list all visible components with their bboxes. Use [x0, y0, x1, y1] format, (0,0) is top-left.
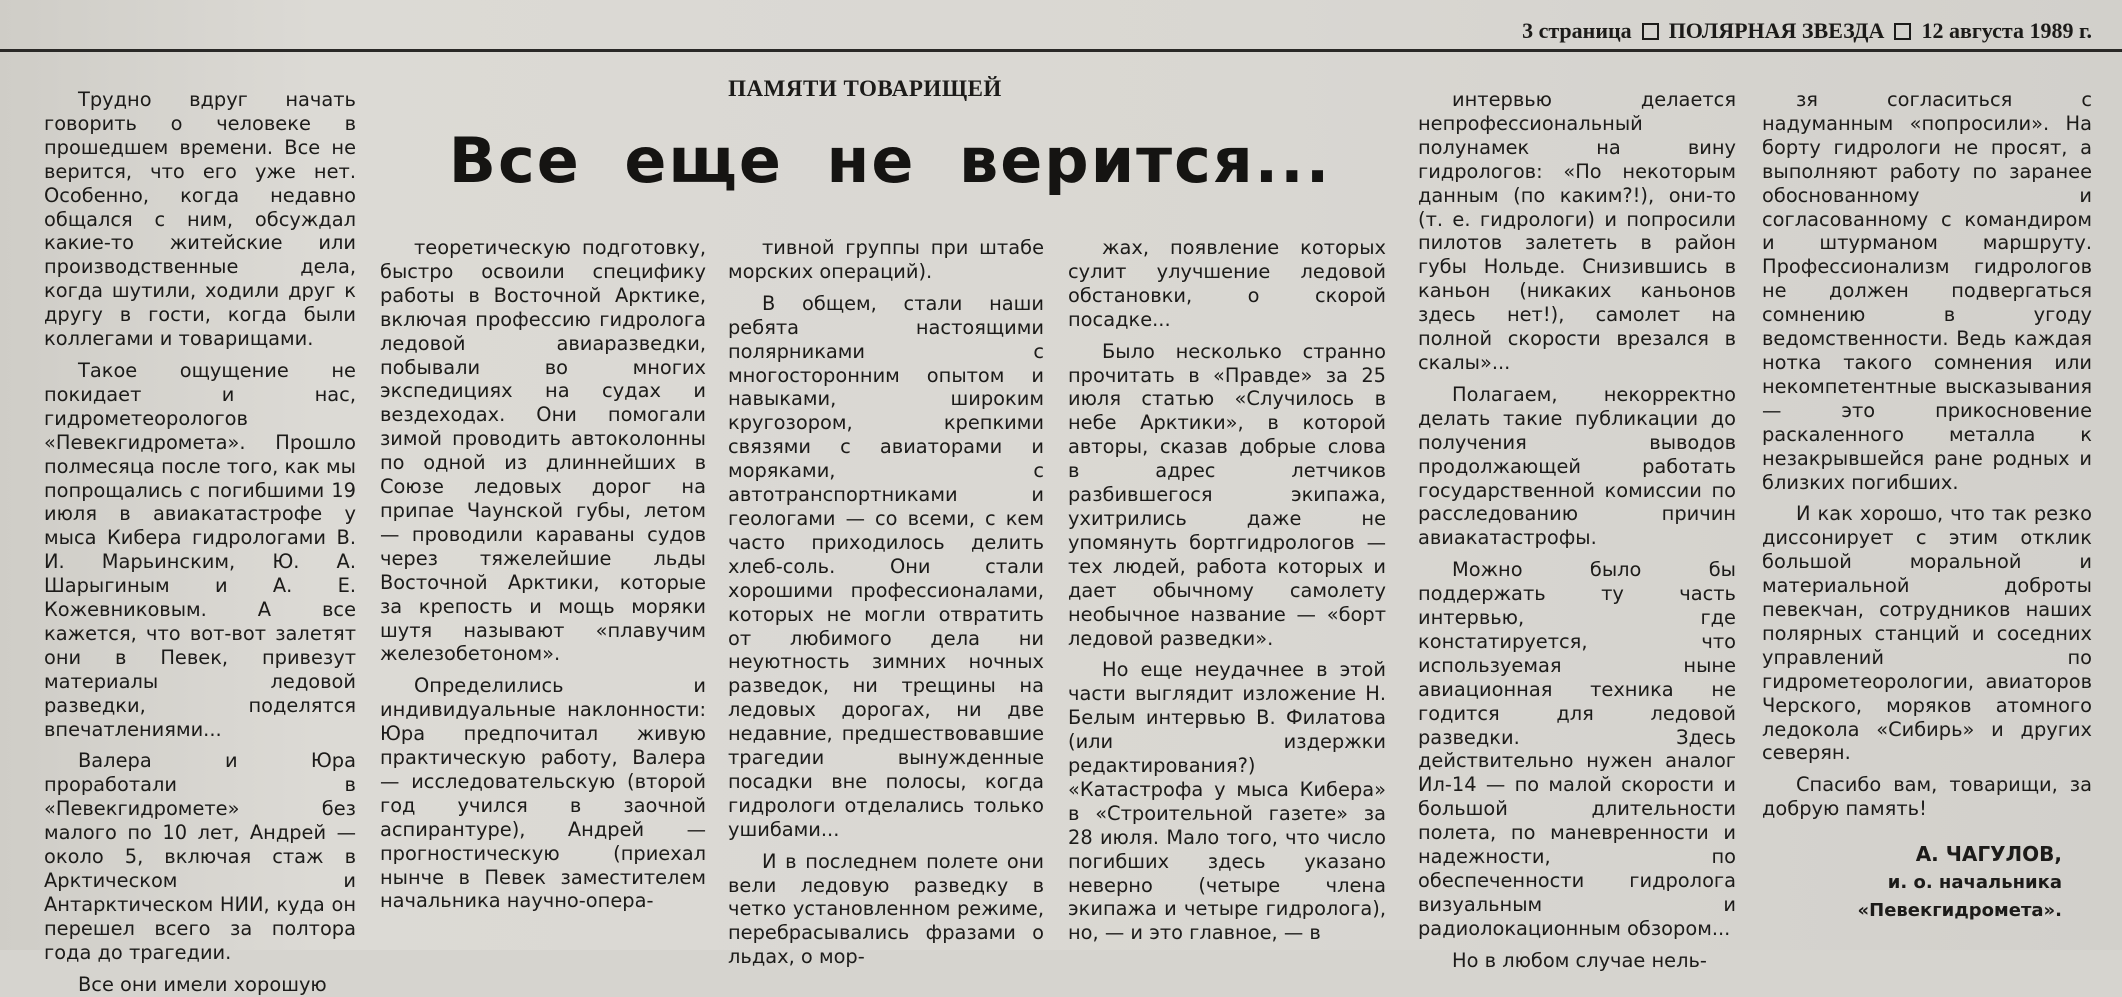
page-number: 3 страница	[1522, 18, 1632, 43]
paragraph: В общем, стали наши ребята настоящими полярниками с многосторонним опытом и навыками, широким кругозором, крепкими связями с авиаторами и моряками, с автотранспортниками и геологами — со всеми, с кем часто приходилось делить хлеб-соль. Они стали хорошими профессионалами, которых не могли отвратить от любимого дела ни неуютность зимних ночных разведок, ни трещины на ледовых дорогах, ни две недавние, предшествовавшие трагедии вынужденные посадки вне полосы, когда гидрологи отделались только ушибами...	[728, 291, 1044, 841]
paragraph: Валера и Юра проработали в «Певекгидромете» без малого по 10 лет, Андрей — около 5, включая стаж в Арктическом и Антарктическом НИИ, куда он перешел всего за полтора года до трагедии.	[44, 749, 356, 964]
article-column-2	[380, 236, 706, 913]
author-position: и. о. начальника	[1887, 872, 2062, 893]
page-header	[1522, 14, 2092, 48]
paragraph: Было несколько странно прочитать в «Правде» за 25 июля статью «Случилось в небе Арктики», в которой авторы, сказав добрые слова в адрес летчиков разбившегося экипажа, ухитрились даже не упомянуть бортгидрологов — тех людей, работа которых и дает обычному самолету необычное название — «борт ледовой разведки».	[1068, 339, 1386, 650]
article-column-6	[1762, 88, 2092, 821]
article-column-1	[44, 88, 356, 997]
paragraph: Полагаем, некорректно делать такие публикации до получения выводов продолжающей работать государственной комиссии по расследованию причин авиакатастрофы.	[1418, 382, 1736, 550]
paragraph: теоретическую подготовку, быстро освоили специфику работы в Восточной Арктике, включая профессию гидролога ледовой авиаразведки, побывали во многих экспедициях на судах и вездеходах. Они помогали зимой проводить автоколонны по одной из длиннейших в Союзе ледовых дорог на припае Чаунской губы, летом — проводили караваны судов через тяжелейшие льды Восточной Арктики, которые за крепость и мощь моряки шутя называют «плавучим железобетоном».	[380, 236, 706, 666]
square-bullet-icon	[1894, 23, 1911, 40]
author-organization: «Певекгидромета».	[1857, 900, 2062, 921]
header-rule	[0, 49, 2122, 52]
paragraph: И в последнем полете они вели ледовую разведку в четко установленном режиме, перебрасывались фразами о льдах, о мор-	[728, 849, 1044, 969]
paragraph: Можно было бы поддержать ту часть интервью, где констатируется, что используемая ныне авиационная техника не годится для ледовой разведки. Здесь действительно нужен аналог Ил-14 — по малой скорости и большой длительности полета, по маневренности и надежности, по обеспеченности гидролога визуальным и радиолокационным обзором...	[1418, 558, 1736, 940]
article-column-3	[728, 236, 1044, 969]
bleed-through-texture	[0, 54, 2122, 84]
paragraph: Но в любом случае нель-	[1452, 948, 1707, 972]
paragraph: Определились и индивидуальные наклонности: Юра предпочитал живую практическую работу, Валера — исследовательскую (второй год учился в заочной аспирантуре), Андрей — прогностическую (приехал нынче в Певек заместителем начальника научно-опера-	[380, 674, 706, 913]
paragraph: Но еще неудачнее в этой части выглядит изложение Н. Белым интервью В. Филатова (или издержки редактирования?) «Катастрофа у мыса Кибера» в «Строительной газете» за 28 июля. Мало того, что число погибших здесь указано неверно (четыре члена экипажа и четыре гидролога), но, — и это главное, — в	[1068, 658, 1386, 945]
paragraph: Спасибо вам, товарищи, за добрую память!	[1762, 773, 2092, 821]
paragraph: И как хорошо, что так резко диссонирует с этим отклик большой моральной и материальной доброты певекчан, сотрудников наших полярных станций и соседних управлений по гидрометеорологии, авиаторов Черского, моряков атомного ледокола «Сибирь» и других северян.	[1762, 502, 2092, 765]
paragraph: Трудно вдруг начать говорить о человеке в прошедшем времени. Все не верится, что его уже нет. Особенно, когда недавно общался с ним, обсуждал какие-то житейские или производственные дела, когда шутили, ходили друг к другу в гости, когда были коллегами и товарищами.	[44, 88, 356, 351]
paragraph: тивной группы при штабе морских операций).	[728, 236, 1044, 283]
paragraph: интервью делается непрофессиональный полунамек на вину гидрологов: «По некоторым данным (по каким?!), они-то (т. е. гидрологи) и попросили пилотов залететь в район губы Нольде. Снизившись в каньон (никаких каньонов здесь нет!), самолет на полной скорости врезался в скалы»...	[1418, 88, 1736, 374]
newspaper-name: ПОЛЯРНАЯ ЗВЕЗДА	[1668, 18, 1885, 43]
article-headline: Все еще не верится...	[448, 124, 1332, 197]
article-column-4	[1068, 236, 1386, 945]
square-bullet-icon	[1642, 23, 1659, 40]
paragraph: Все они имели хорошую	[78, 972, 327, 996]
author-name: А. ЧАГУЛОВ,	[1915, 842, 2062, 866]
issue-date: 12 августа 1989 г.	[1921, 18, 2092, 43]
paragraph: жах, появление которых сулит улучшение ледовой обстановки, о скорой посадке...	[1068, 236, 1386, 331]
paragraph: Такое ощущение не покидает и нас, гидрометеорологов «Певекгидромета». Прошло полмесяца после того, как мы попрощались с погибшими 19 июля в авиакатастрофе у мыса Кибера гидрологами В. И. Марьинским, Ю. А. Шарыгиным и А. Е. Кожевниковым. А все кажется, что вот-вот залетят они в Певек, привезут материалы ледовой разведки, поделятся впечатлениями...	[44, 358, 356, 741]
paragraph: зя согласиться с надуманным «попросили». На борту гидрологи не просят, а выполняют работу по заранее обоснованному и согласованному с командиром и штурманом маршруту. Профессионализм гидрологов не должен подвергаться сомнению в угоду ведомственности. Ведь каждая нотка такого сомнения или некомпетентные высказывания — это прикосновение раскаленного металла к незакрывшейся ране родных и близких погибших.	[1762, 88, 2092, 494]
article-kicker: ПАМЯТИ ТОВАРИЩЕЙ	[728, 76, 1002, 101]
article-column-5	[1418, 88, 1736, 973]
